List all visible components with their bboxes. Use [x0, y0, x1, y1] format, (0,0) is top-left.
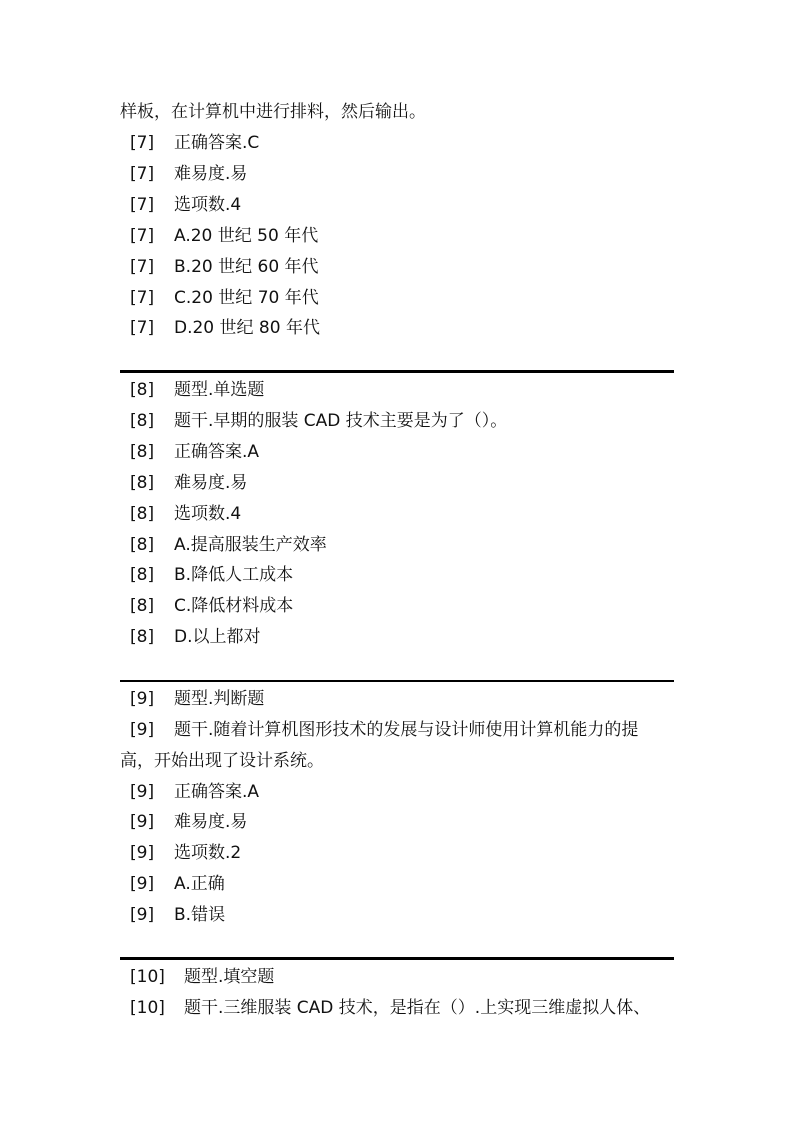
q8-stem: 题干.早期的服装 CAD 技术主要是为了（）。 [174, 411, 508, 431]
q7-difficulty-line [120, 159, 680, 190]
question-tag: [8] [130, 596, 155, 616]
q9-difficulty-line [120, 807, 680, 838]
question-tag: [10] [130, 998, 165, 1018]
q9-difficulty: 难易度.易 [174, 812, 248, 832]
question-tag: [9] [130, 905, 155, 925]
question-tag: [7] [130, 226, 155, 246]
q9-type: 题型.判断题 [174, 689, 265, 709]
q8-option-c-line [120, 591, 680, 622]
q7-option-b: B.20 世纪 60 年代 [174, 257, 319, 277]
q7-option-count-line [120, 190, 680, 221]
q10-type-line [120, 962, 680, 993]
question-tag: [9] [130, 843, 155, 863]
q8-stem-line [120, 406, 680, 437]
q9-stem-continuation-line [120, 746, 680, 777]
q7-option-a-line [120, 221, 680, 252]
q9-stem-line [120, 715, 680, 746]
q7-option-b-line [120, 252, 680, 283]
q9-stem: 题干.随着计算机图形技术的发展与设计师使用计算机能力的提 [174, 720, 639, 740]
q8-option-b-line [120, 560, 680, 591]
question-tag: [8] [130, 535, 155, 555]
q7-answer-line [120, 128, 680, 159]
q8-difficulty-line [120, 468, 680, 499]
question-tag: [9] [130, 812, 155, 832]
q9-option-count-line [120, 838, 680, 869]
question-tag: [8] [130, 565, 155, 585]
q8-option-c: C.降低材料成本 [174, 596, 294, 616]
q7-difficulty: 难易度.易 [174, 164, 248, 184]
q8-option-b: B.降低人工成本 [174, 565, 294, 585]
question-tag: [9] [130, 689, 155, 709]
section-divider [120, 680, 674, 682]
q8-option-count-line [120, 499, 680, 530]
question-tag: [8] [130, 380, 155, 400]
q7-continuation-text: 样板，在计算机中进行排料，然后输出。 [120, 102, 426, 122]
question-tag: [7] [130, 257, 155, 277]
section-divider [120, 957, 674, 960]
q7-option-c-line [120, 283, 680, 314]
q9-type-line [120, 684, 680, 715]
q8-answer: 正确答案.A [174, 442, 260, 462]
question-tag: [7] [130, 164, 155, 184]
q9-answer: 正确答案.A [174, 782, 260, 802]
question-tag: [7] [130, 318, 155, 338]
question-tag: [8] [130, 411, 155, 431]
question-tag: [7] [130, 288, 155, 308]
q10-stem-line [120, 993, 680, 1024]
q7-option-c: C.20 世纪 70 年代 [174, 288, 319, 308]
q8-type: 题型.单选题 [174, 380, 265, 400]
q7-answer: 正确答案.C [174, 133, 260, 153]
question-tag: [10] [130, 967, 165, 987]
question-tag: [9] [130, 874, 155, 894]
question-tag: [8] [130, 442, 155, 462]
q9-option-a: A.正确 [174, 874, 225, 894]
question-tag: [8] [130, 504, 155, 524]
q8-option-count: 选项数.4 [174, 504, 242, 524]
question-tag: [8] [130, 627, 155, 647]
q7-option-count: 选项数.4 [174, 195, 242, 215]
question-tag: [8] [130, 473, 155, 493]
q8-option-a-line [120, 530, 680, 561]
q9-stem-continuation: 高，开始出现了设计系统。 [120, 751, 324, 771]
q7-option-d: D.20 世纪 80 年代 [174, 318, 320, 338]
q7-option-a: A.20 世纪 50 年代 [174, 226, 319, 246]
question-tag: [7] [130, 195, 155, 215]
q7-option-d-line [120, 313, 680, 344]
q9-answer-line [120, 777, 680, 808]
question-tag: [9] [130, 720, 155, 740]
q9-option-a-line [120, 869, 680, 900]
q10-stem: 题干.三维服装 CAD 技术，是指在（）.上实现三维虚拟人体、 [184, 998, 651, 1018]
question-tag: [7] [130, 133, 155, 153]
q8-option-d: D.以上都对 [174, 627, 261, 647]
q9-option-b: B.错误 [174, 905, 226, 925]
q8-option-d-line [120, 622, 680, 653]
q8-answer-line [120, 437, 680, 468]
q9-option-count: 选项数.2 [174, 843, 242, 863]
q7-continuation-line [120, 97, 680, 128]
section-divider [120, 370, 674, 373]
q10-type: 题型.填空题 [184, 967, 275, 987]
q8-difficulty: 难易度.易 [174, 473, 248, 493]
q9-option-b-line [120, 900, 680, 931]
question-tag: [9] [130, 782, 155, 802]
q8-option-a: A.提高服装生产效率 [174, 535, 327, 555]
q8-type-line [120, 375, 680, 406]
